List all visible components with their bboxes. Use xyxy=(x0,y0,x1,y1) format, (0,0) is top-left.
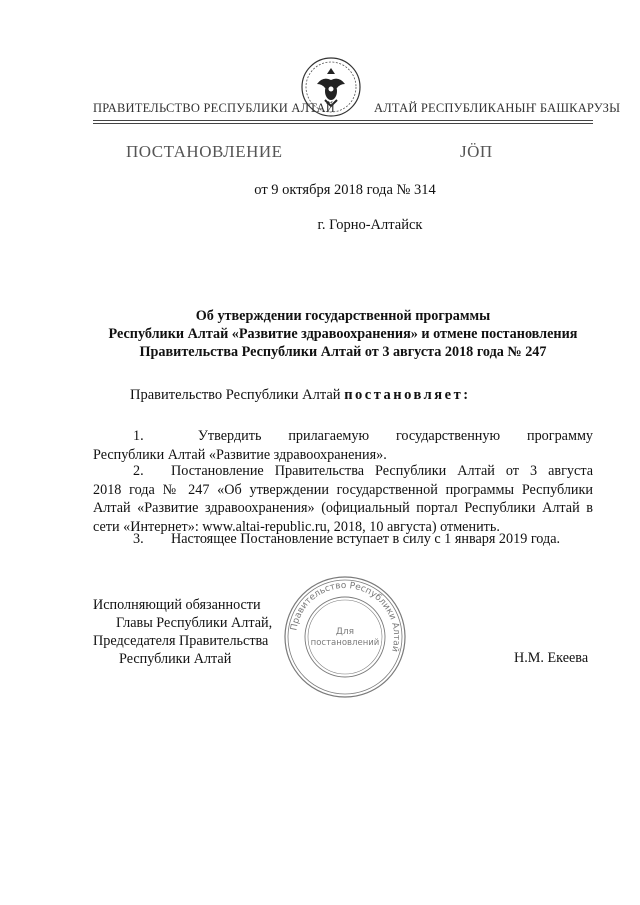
item-word: государственную xyxy=(395,428,501,444)
title-line: Об утверждении государственной программы xyxy=(195,308,491,324)
item-continuation: 2018 года № 247 «Об утверждении государственной программы Республики Алтай «Развитие здравоохранения» (официальный портал Республики Алтай в сети «Интернет»: www.altai-republic.ru, 2018, 10 августа) отменить. xyxy=(93,481,593,535)
preamble-verb: постановляет: xyxy=(344,387,471,403)
city-line: г. Горно-Алтайск xyxy=(317,217,423,233)
list-item xyxy=(93,530,593,549)
header-divider xyxy=(93,123,593,124)
signature-line: Республики Алтай xyxy=(119,651,232,667)
signature-line: Главы Республики Алтай, xyxy=(116,615,273,631)
title-line: Правительства Республики Алтай от 3 августа 2018 года № 247 xyxy=(139,344,547,360)
doc-type-russian: ПОСТАНОВЛЕНИЕ xyxy=(126,142,283,161)
doc-type-altai: JӦП xyxy=(460,142,493,161)
item-number: 3. xyxy=(133,531,144,547)
signer-name: Н.М. Екеева xyxy=(514,650,589,666)
list-item xyxy=(93,462,593,536)
stamp-center-line: Для xyxy=(335,627,355,637)
header-left-org: ПРАВИТЕЛЬСТВО РЕСПУБЛИКИ АЛТАЙ xyxy=(93,101,335,115)
header-divider xyxy=(93,120,593,121)
stamp-ring-text: Правительство Республики Алтай xyxy=(289,580,402,653)
stamp-center-line: постановлений xyxy=(310,638,380,648)
item-word: программу xyxy=(526,428,594,444)
date-line: от 9 октября 2018 года № 314 xyxy=(254,182,436,198)
item-first-line xyxy=(93,427,593,446)
item-first-line xyxy=(93,530,593,549)
signature-line: Председателя Правительства xyxy=(93,633,269,649)
header-right-org: АЛТАЙ РЕСПУБЛИКАНЫҤ БАШКАРУЗЫ xyxy=(374,101,621,115)
preamble xyxy=(130,387,471,404)
item-word: прилагаемую xyxy=(288,428,370,444)
title-line: Республики Алтай «Развитие здравоохранения» и отмене постановления xyxy=(108,326,578,342)
signature-line: Исполняющий обязанности xyxy=(93,597,261,613)
item-text: Постановление Правительства Республики Алтай от 3 августа xyxy=(171,463,593,479)
list-item xyxy=(93,427,593,464)
item-word: Утвердить xyxy=(197,428,262,444)
signature-position-block xyxy=(93,596,272,668)
item-first-line xyxy=(93,462,593,481)
official-stamp-icon xyxy=(282,574,408,700)
item-number: 1. xyxy=(133,428,144,444)
item-number: 2. xyxy=(133,463,144,479)
item-text: Настоящее Постановление вступает в силу с 1 января 2019 года. xyxy=(171,531,561,547)
preamble-text: Правительство Республики Алтай xyxy=(130,387,345,403)
item-continuation: Республики Алтай «Развитие здравоохранения». xyxy=(93,446,387,463)
document-title xyxy=(93,307,593,361)
